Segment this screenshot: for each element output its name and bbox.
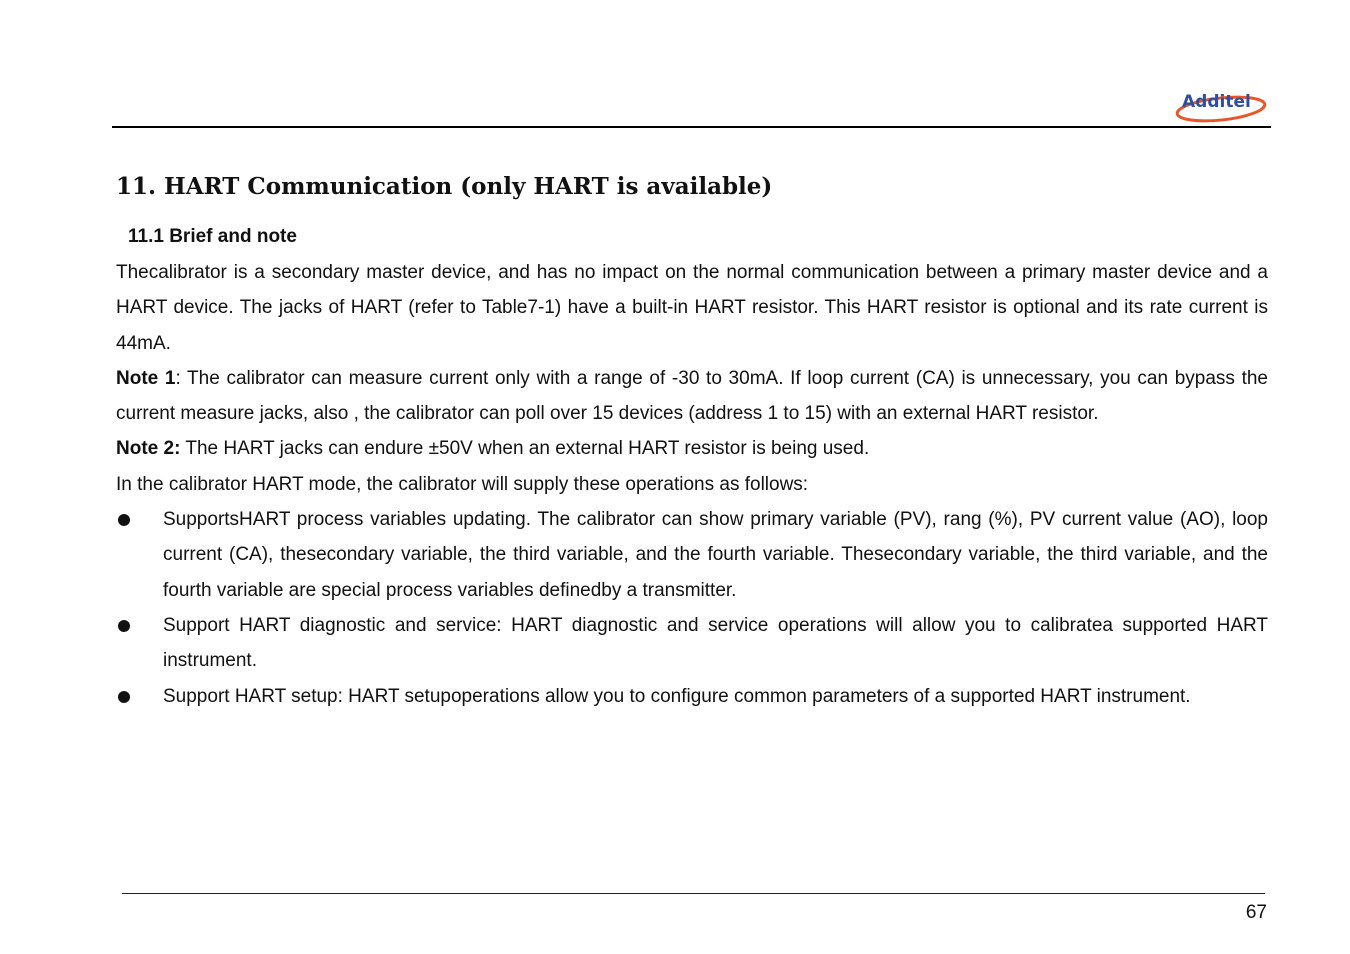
intro-paragraph: Thecalibrator is a secondary master device, and has no impact on the normal communication between a primary master device and a HART device. The jacks of HART (refer to Table7-1) have a built-in HART resistor. This HART resistor is optional and its rate current is 44mA. [116,262,1268,354]
bullet-dot-icon [118,691,130,703]
list-item [116,608,1268,679]
note-2-text: The HART jacks can endure ±50V when an external HART resistor is being used. [180,438,870,460]
bullet-dot-icon [118,620,130,632]
note-1-label: Note 1 [116,367,176,389]
note-2-label: Note 2: [116,438,181,460]
list-item-text: Support HART diagnostic and service: HART diagnostic and service operations will allow you to calibratea supported HART instrument. [163,614,1268,672]
additel-logo [1174,90,1268,124]
list-item-text: SupportsHART process variables updating. The calibrator can show primary variable (PV), rang (%), PV current value (AO), loop current (CA), thesecondary variable, the third variable, and the fourth variable. Thesecondary variable, the third variable, and the fourth variable are special process variables definedby a transmitter. [163,509,1268,601]
list-item-text: Support HART setup: HART setupoperations allow you to configure common parameters of a supported HART instrument. [163,685,1191,707]
logo-text: Additel [1182,92,1251,112]
document-body [116,255,1268,714]
section-title: 11. HART Communication (only HART is available) [116,173,773,200]
note-1-paragraph [116,361,1268,432]
operations-intro: In the calibrator HART mode, the calibrator will supply these operations as follows: [116,473,809,495]
note-1-text: : The calibrator can measure current only with a range of -30 to 30mA. If loop current (CA) is unnecessary, you can bypass the current measure jacks, also , the calibrator can poll over 15 devices (address 1 to 15) with an external HART resistor. [116,367,1268,425]
operations-list [116,502,1268,714]
subsection-title: 11.1 Brief and note [128,226,297,247]
bullet-dot-icon [118,514,130,526]
header-divider [112,126,1271,128]
list-item [116,679,1268,714]
page-number: 67 [1245,902,1267,923]
footer-divider [122,893,1265,894]
list-item [116,502,1268,608]
note-2-paragraph [116,431,1268,466]
